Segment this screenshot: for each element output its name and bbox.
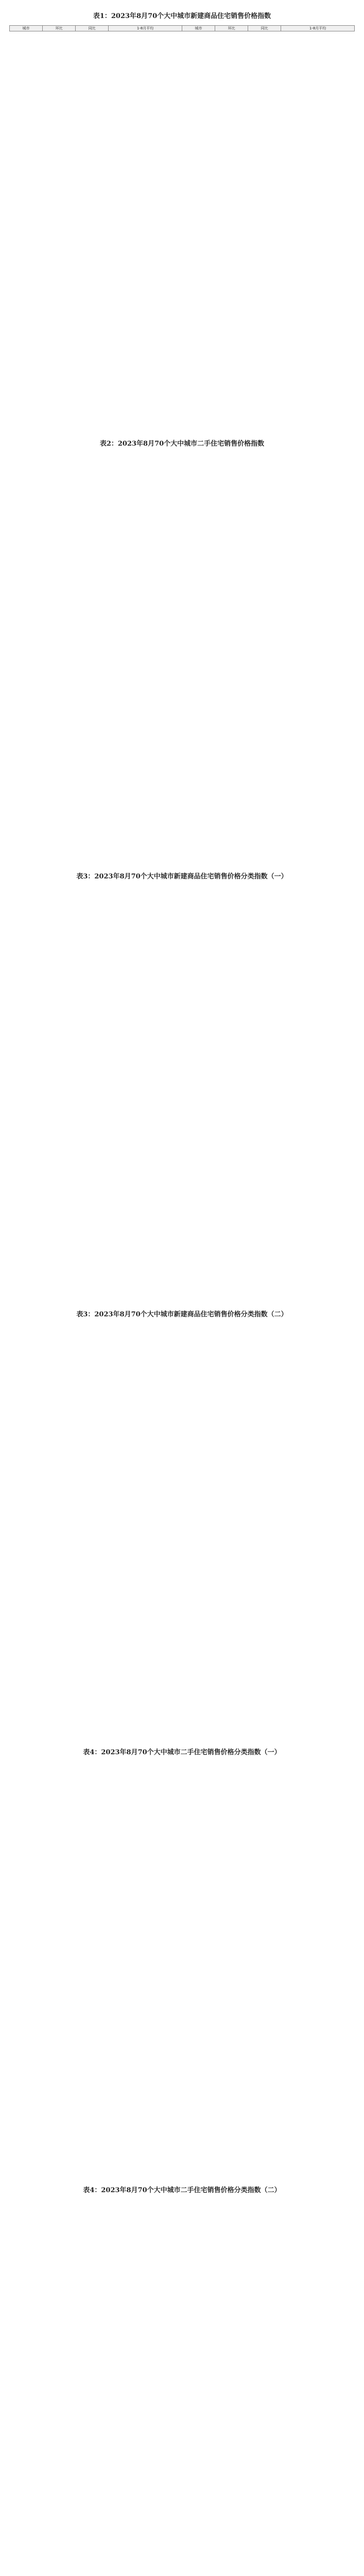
table-title: 表1：2023年8月70个大中城市新建商品住宅销售价格指数 xyxy=(93,12,271,20)
table-title: 表3：2023年8月70个大中城市新建商品住宅销售价格分类指数（二） xyxy=(76,1311,288,1318)
table-3b xyxy=(9,1309,355,1324)
table-title: 表4：2023年8月70个大中城市二手住宅销售价格分类指数（二） xyxy=(83,2187,281,2194)
header-ytd: 1-8月平均 xyxy=(281,26,355,31)
table-3a xyxy=(9,871,355,886)
header-mom: 环比 xyxy=(43,26,76,31)
table-2 xyxy=(9,438,355,453)
table-title: 表2：2023年8月70个大中城市二手住宅销售价格指数 xyxy=(99,440,265,448)
header-city: 城市 xyxy=(10,26,43,31)
table-1 xyxy=(9,10,355,31)
price-table xyxy=(9,25,355,31)
table-4a xyxy=(9,1747,355,1761)
header-ytd: 1-8月平均 xyxy=(109,26,182,31)
header-yoy: 同比 xyxy=(248,26,281,31)
header-yoy: 同比 xyxy=(76,26,109,31)
header-mom: 环比 xyxy=(215,26,248,31)
table-4b xyxy=(9,2184,355,2199)
header-city: 城市 xyxy=(182,26,215,31)
table-title: 表4：2023年8月70个大中城市二手住宅销售价格分类指数（一） xyxy=(83,1749,281,1756)
table-title: 表3：2023年8月70个大中城市新建商品住宅销售价格分类指数（一） xyxy=(76,873,288,880)
